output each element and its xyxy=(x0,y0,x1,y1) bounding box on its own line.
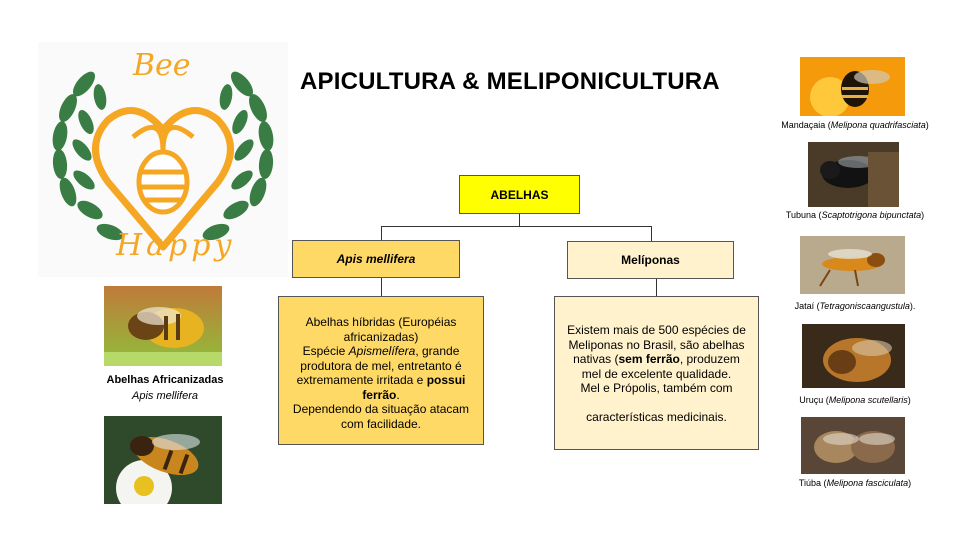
species-caption-urucu xyxy=(760,395,950,405)
connector-horizontal xyxy=(381,226,652,227)
species-photo-mandacaia xyxy=(800,57,905,116)
species-0-common: Mandaçaia ( xyxy=(781,120,831,130)
apis-desc-period: . xyxy=(396,387,400,402)
branch-meliponas-label: Melíponas xyxy=(621,253,680,267)
species-1-scientific: Scaptotrigona bipunctata xyxy=(821,210,922,220)
logo-bottom-text: Happy xyxy=(116,228,236,263)
apis-desc-part3: , grande produtora de mel, entretanto é extremamente irritada e xyxy=(296,344,462,387)
species-caption-tubuna xyxy=(760,210,950,220)
species-1-end: ) xyxy=(921,210,925,220)
mel-desc-part4: características medicinais. xyxy=(586,410,727,424)
species-4-common: Tiúba ( xyxy=(798,478,827,488)
connector-right-down xyxy=(651,226,652,241)
species-caption-tiuba xyxy=(760,478,950,488)
mel-desc-part1: Existem mais de 500 espécies de Meliponas no Brasil, são abelhas nativas ( xyxy=(567,323,746,366)
connector-apis-desc xyxy=(381,277,382,296)
branch-node-meliponas xyxy=(567,241,734,279)
apis-desc-ferrao: possui ferrão xyxy=(362,373,466,402)
branch-apis-label: Apis mellifera xyxy=(336,252,416,266)
bee-happy-logo xyxy=(38,42,288,277)
connector-root-down xyxy=(519,213,520,227)
species-4-end: ) xyxy=(908,478,912,488)
species-0-scientific: Melipona quadrifasciata xyxy=(830,120,926,130)
root-node-label: ABELHAS xyxy=(490,187,549,202)
species-3-scientific: Melipona scutellaris xyxy=(828,395,908,405)
mel-desc-part3: Mel e Própolis, também com xyxy=(580,381,733,395)
species-photo-urucu xyxy=(802,324,905,388)
africanized-bee-photo-2 xyxy=(104,416,222,504)
connector-meliponas-desc xyxy=(656,279,657,296)
species-photo-tubuna xyxy=(808,142,899,207)
species-4-scientific: Melipona fasciculata xyxy=(826,478,909,488)
apis-desc-line1: Abelhas híbridas (Européias africanizadas) xyxy=(305,315,457,344)
species-1-common: Tubuna ( xyxy=(785,210,822,220)
species-caption-jatai xyxy=(760,301,950,311)
mel-desc-part2: , produzem mel de excelente qualidade. xyxy=(581,352,740,381)
root-node-abelhas xyxy=(459,175,580,214)
page-title: APICULTURA & MELIPONICULTURA xyxy=(300,68,720,95)
species-2-scientific: Tetragoniscaangustula xyxy=(819,301,910,311)
africanized-bee-photo-1 xyxy=(104,286,222,366)
apis-description-box xyxy=(278,296,484,445)
species-2-common: Jataí ( xyxy=(794,301,820,311)
apis-desc-species: Apismelífera xyxy=(348,344,416,358)
branch-node-apis xyxy=(292,240,460,278)
species-3-end: ) xyxy=(907,395,911,405)
species-photo-tiuba xyxy=(801,417,905,474)
apis-desc-part2: Espécie xyxy=(302,344,349,358)
logo-top-text: Bee xyxy=(133,48,191,83)
mel-desc-sem-ferrao: sem ferrão xyxy=(618,352,680,366)
meliponas-description-box xyxy=(554,296,759,450)
connector-left-down xyxy=(381,226,382,240)
apis-desc-last: Dependendo da situação atacam com facilidade. xyxy=(292,402,470,431)
species-caption-mandacaia xyxy=(760,120,950,130)
species-2-end: ). xyxy=(909,301,916,311)
species-0-end: ) xyxy=(925,120,929,130)
left-caption-common: Abelhas Africanizadas xyxy=(106,374,224,386)
species-3-common: Uruçu ( xyxy=(799,395,829,405)
left-caption-scientific: Apis mellifera xyxy=(131,390,199,402)
species-photo-jatai xyxy=(800,236,905,294)
